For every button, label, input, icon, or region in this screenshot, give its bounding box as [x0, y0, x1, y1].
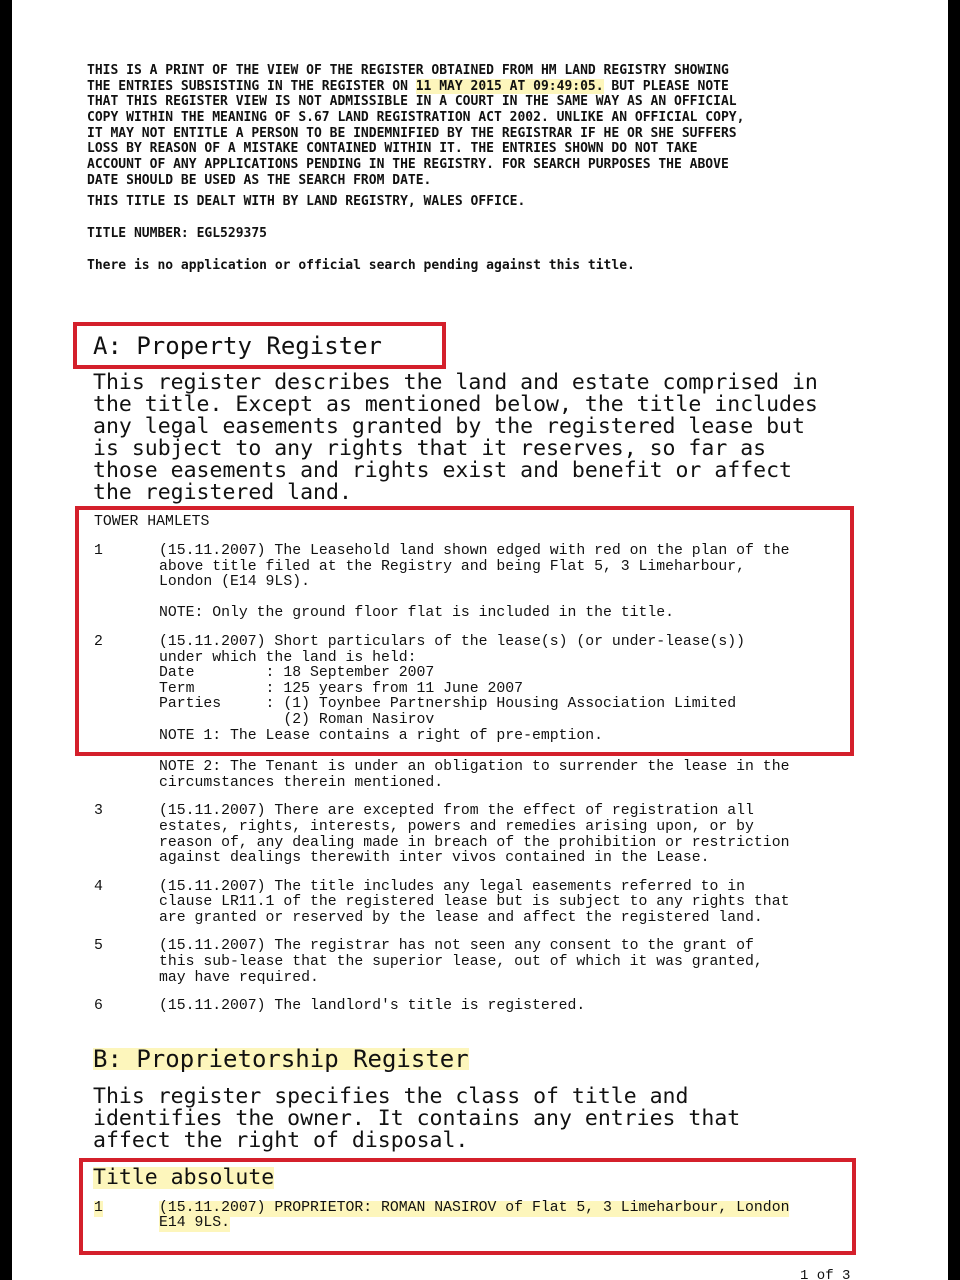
entry-number: 6 [94, 998, 103, 1014]
notice-line: LOSS BY REASON OF A MISTAKE CONTAINED WITHIN IT. THE ENTRIES SHOWN DO NOT TAKE [87, 141, 698, 156]
entry-line: (2) Roman Nasirov [159, 712, 435, 728]
entry-line: may have required. [159, 970, 319, 986]
proprietor-line: (15.11.2007) PROPRIETOR: ROMAN NASIROV of Flat 5, 3 Limeharbour, London [159, 1200, 790, 1216]
search-date: 11 MAY 2015 AT 09:49:05. [415, 79, 604, 94]
entry-line: circumstances therein mentioned. [159, 775, 444, 791]
page-number: 1 of 3 [800, 1268, 851, 1280]
section-b-intro-line: identifies the owner. It contains any entries that [93, 1106, 741, 1131]
entry-number: 4 [94, 879, 103, 895]
title-number: TITLE NUMBER: EGL529375 [87, 226, 268, 241]
entry-line: under which the land is held: [159, 650, 417, 666]
entry-line: Date : 18 September 2007 [159, 665, 435, 681]
entry-line: are granted or reserved by the lease and affect the registered land. [159, 910, 763, 926]
section-b-heading: B: Proprietorship Register [93, 1045, 469, 1073]
entry-number: 1 [94, 1200, 103, 1216]
register-page [12, 0, 948, 1280]
entry-number: 5 [94, 938, 103, 954]
district: TOWER HAMLETS [94, 514, 210, 530]
entry-line: NOTE 2: The Tenant is under an obligation to surrender the lease in the [159, 759, 790, 775]
entry-line: (15.11.2007) There are excepted from the effect of registration all [159, 803, 754, 819]
notice-line: THIS IS A PRINT OF THE VIEW OF THE REGISTER OBTAINED FROM HM LAND REGISTRY SHOWING [87, 63, 729, 78]
entry-note: NOTE: Only the ground floor flat is included in the title. [159, 605, 675, 621]
notice-line: DATE SHOULD BE USED AS THE SEARCH FROM DATE. [87, 173, 432, 188]
notice-line: THAT THIS REGISTER VIEW IS NOT ADMISSIBLE IN A COURT IN THE SAME WAY AS AN OFFICIAL [87, 94, 737, 109]
section-a-heading: A: Property Register [93, 332, 382, 360]
entry-line: (15.11.2007) The title includes any legal easements referred to in [159, 879, 746, 895]
office-line: THIS TITLE IS DEALT WITH BY LAND REGISTRY, WALES OFFICE. [87, 194, 526, 209]
entry-line: London (E14 9LS). [159, 574, 310, 590]
entry-number: 3 [94, 803, 103, 819]
notice-line: COPY WITHIN THE MEANING OF S.67 LAND REGISTRATION ACT 2002. UNLIKE AN OFFICIAL COPY, [87, 110, 745, 125]
entry-line: this sub-lease that the superior lease, out of which it was granted, [159, 954, 763, 970]
entry-line: above title filed at the Registry and being Flat 5, 3 Limeharbour, [159, 559, 746, 575]
section-a-intro-line: is subject to any rights that it reserves, so far as [93, 436, 767, 461]
entry-number: 1 [94, 543, 103, 559]
section-a-intro-line: those easements and rights exist and benefit or affect [93, 458, 792, 483]
entry-line: estates, rights, interests, powers and remedies arising upon, or by [159, 819, 754, 835]
section-a-intro-line: the title. Except as mentioned below, the title includes [93, 392, 818, 417]
notice-line: IT MAY NOT ENTITLE A PERSON TO BE INDEMNIFIED BY THE REGISTRAR IF HE OR SHE SUFFERS [87, 126, 737, 141]
entry-line: against dealings therewith inter vivos contained in the Lease. [159, 850, 710, 866]
pending-notice: There is no application or official search pending against this title. [87, 258, 635, 273]
proprietor-line: E14 9LS. [159, 1215, 231, 1231]
entry-line: clause LR11.1 of the registered lease but is subject to any rights that [159, 894, 790, 910]
entry-line: (15.11.2007) The Leasehold land shown edged with red on the plan of the [159, 543, 790, 559]
section-b-intro-line: affect the right of disposal. [93, 1128, 469, 1153]
entry-number: 2 [94, 634, 103, 650]
entry-line: reason of, any dealing made in breach of the prohibition or restriction [159, 835, 790, 851]
notice-line: ACCOUNT OF ANY APPLICATIONS PENDING IN THE REGISTRY. FOR SEARCH PURPOSES THE ABOVE [87, 157, 729, 172]
section-a-intro-line: any legal easements granted by the registered lease but [93, 414, 805, 439]
notice-line: THE ENTRIES SUBSISTING IN THE REGISTER ON 11 MAY 2015 AT 09:49:05. BUT PLEASE NOTE [87, 79, 729, 94]
entry-line: (15.11.2007) Short particulars of the lease(s) (or under-lease(s)) [159, 634, 746, 650]
entry-line: Term : 125 years from 11 June 2007 [159, 681, 524, 697]
section-a-intro-line: This register describes the land and estate comprised in [93, 370, 818, 395]
entry-line: (15.11.2007) The registrar has not seen any consent to the grant of [159, 938, 754, 954]
entry-line: (15.11.2007) The landlord's title is registered. [159, 998, 586, 1014]
entry-line: Parties : (1) Toynbee Partnership Housing Association Limited [159, 696, 737, 712]
entry-line: NOTE 1: The Lease contains a right of pre-emption. [159, 728, 603, 744]
section-b-intro-line: This register specifies the class of title and [93, 1084, 689, 1109]
title-class: Title absolute [93, 1165, 275, 1190]
section-a-intro-line: the registered land. [93, 480, 352, 505]
